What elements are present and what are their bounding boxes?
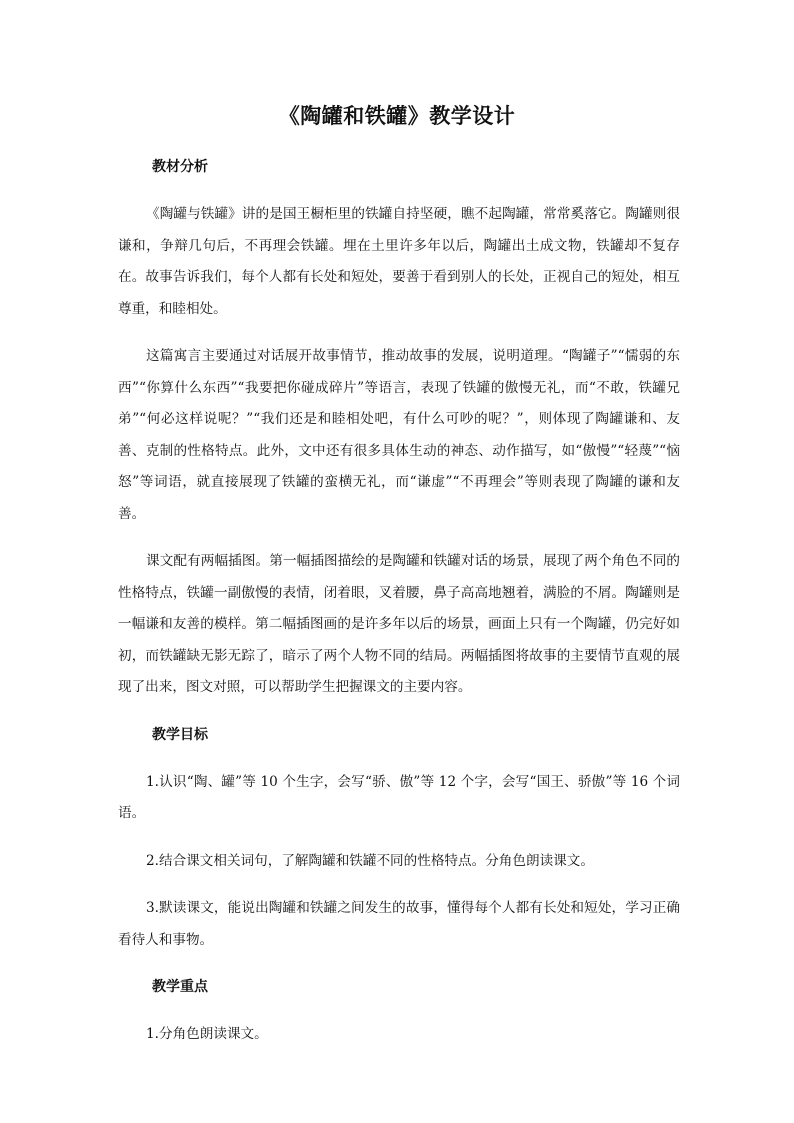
- heading-analysis: 教材分析: [152, 159, 208, 175]
- heading-goals: 教学目标: [152, 726, 208, 743]
- paragraph-analysis-3: 课文配有两幅插图。第一幅插图描绘的是陶罐和铁罐对话的场景，展现了两个角色不同的性格特点，铁罐一副傲慢的表情，闭着眼，叉着腰，鼻子高高地翘着，满脸的不屑。陶罐则是一幅谦和友善的模样。第二幅插图画的是许多年以后的场景，画面上只有一个陶罐，仍完好如初，而铁罐缺无影无踪了，暗示了两个人物不同的结局。两幅插图将故事的主要情节直观的展现了出来，图文对照，可以帮助学生把握课文的主要内容。: [118, 553, 680, 695]
- document-title: 《陶罐和铁罐》教学设计: [278, 104, 516, 128]
- heading-focus: 教学重点: [152, 979, 208, 995]
- paragraph-analysis-2: 这篇寓言主要通过对话展开故事情节，推动故事的发展，说明道理。“陶罐子”“懦弱的东西”“你算什么东西”“我要把你碰成碎片”等语言，表现了铁罐的傲慢无礼，而“不敢，铁罐兄弟”“何必这样说呢？”“我们还是和睦相处吧，有什么可吵的呢？”，则体现了陶罐谦和、友善、克制的性格特点。此外，文中还有很多具体生动的神态、动作描写，如“傲慢”“轻蔑”“恼怒”等词语，就直接展现了铁罐的蛮横无礼，而“谦虚”“不再理会”等则表现了陶罐的谦和友善。: [118, 348, 680, 522]
- paragraph-analysis-1: 《陶罐与铁罐》讲的是国王橱柜里的铁罐自持坚硬，瞧不起陶罐，常常奚落它。陶罐则很谦和，争辩几句后，不再理会铁罐。埋在土里许多年以后，陶罐出土成文物，铁罐却不复存在。故事告诉我们，每个人都有长处和短处，要善于看到别人的长处，正视自己的短处，相互尊重，和睦相处。: [118, 206, 680, 317]
- goal-item-1: 1.认识“陶、罐”等 10 个生字，会写“骄、傲”等 12 个字，会写“国王、骄傲”等 16 个词语。: [118, 773, 680, 821]
- document-body: [118, 152, 680, 1067]
- focus-item-1: 1.分角色朗读课文。: [146, 1026, 268, 1042]
- goal-item-3: 3.默读课文，能说出陶罐和铁罐之间发生的故事，懂得每个人都有长处和短处，学习正确看待人和事物。: [118, 900, 680, 948]
- goal-item-2: 2.结合课文相关词句，了解陶罐和铁罐不同的性格特点。分角色朗读课文。: [146, 852, 594, 869]
